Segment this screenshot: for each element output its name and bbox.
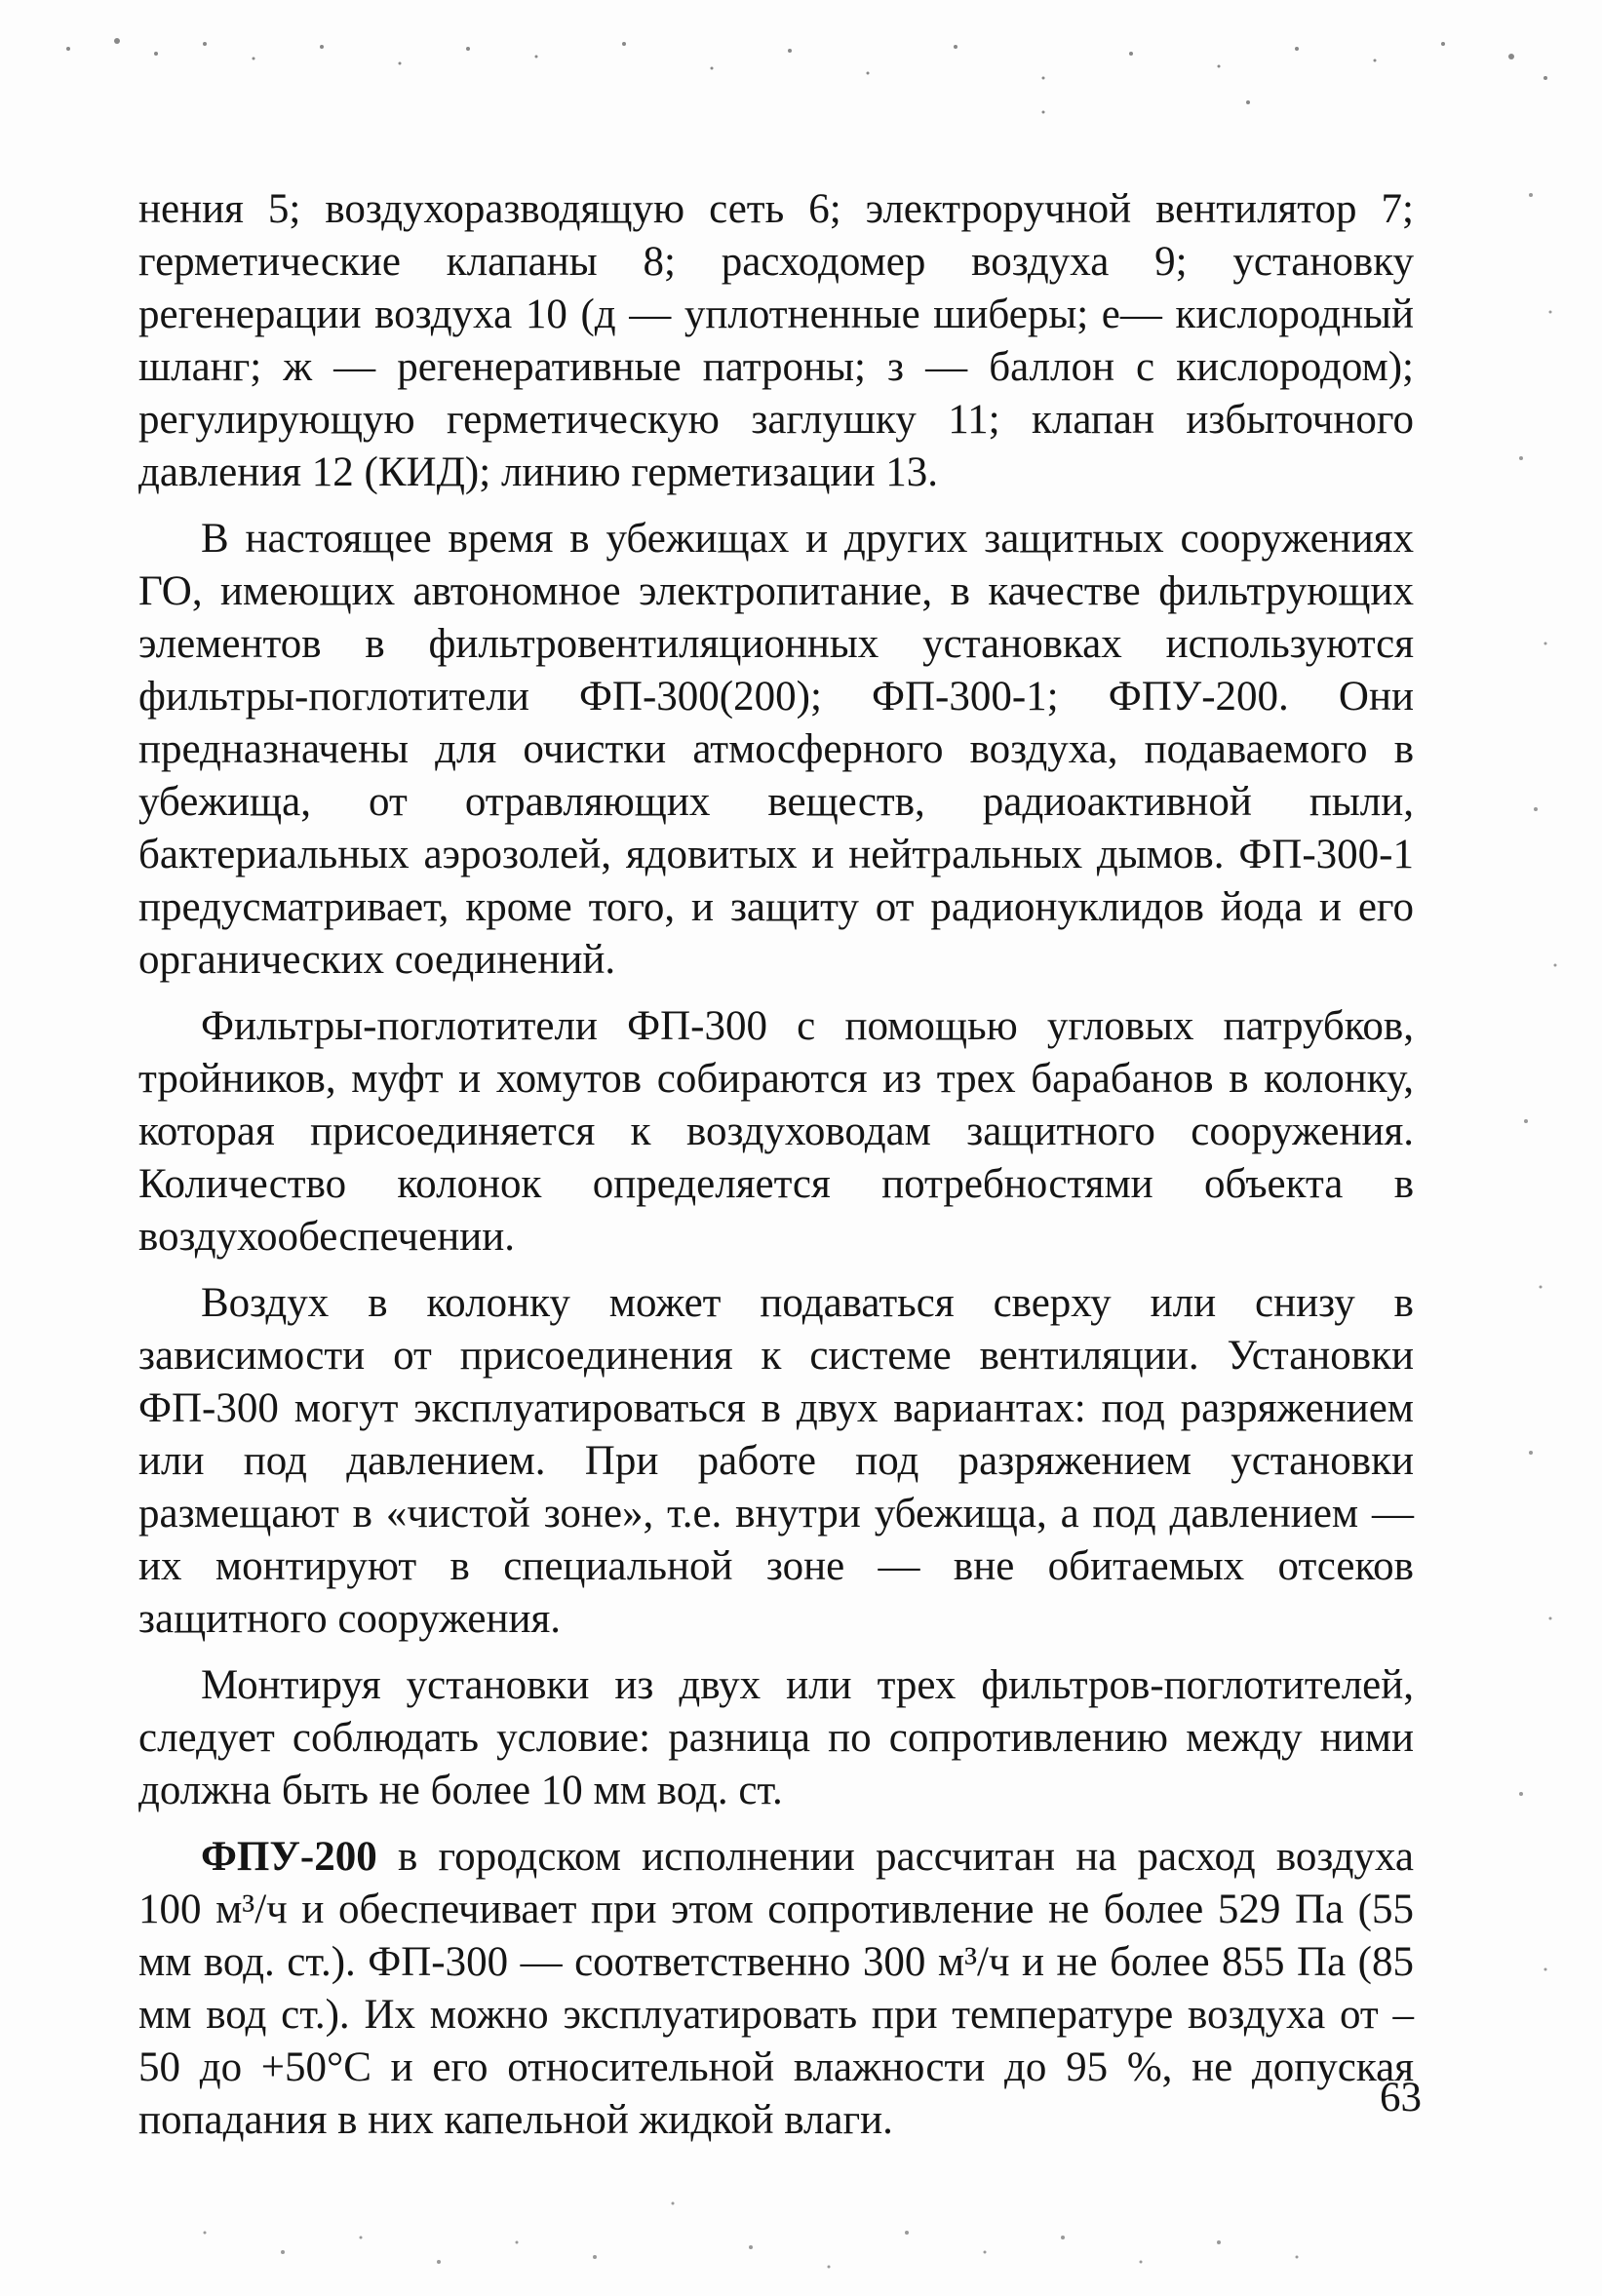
scan-noise-bottom [29,2145,1570,2281]
page-number: 63 [1380,2075,1422,2121]
scan-noise-top [29,19,1570,136]
body-text [138,183,1414,2160]
paragraph-4: Воздух в колонку может подаваться сверху или снизу в зависимости от присоединения к системе вентиляции. Установки ФП-300 могут эксплуатироваться в двух вариантах: под разряжением или под давлением. При работе под разряжением установки размещают в «чистой зоне», т.е. внутри убежища, а под давлением — их монтируют в специальной зоне — вне обитаемых отсеков защитного сооружения. [138,1280,1414,1642]
fpu-200-term: ФПУ-200 [201,1834,377,1880]
paragraph-6-text: в городском исполнении рассчитан на расход воздуха 100 м³/ч и обеспечивает при этом сопротивление не более 529 Па (55 мм вод. ст.). ФП-300 — соответственно 300 м³/ч и не более 855 Па (85 мм вод ст.). Их можно эксплуатировать при температуре воздуха от –50 до +50°С и его относительной влажности до 95 %, не допуская попадания в них капельной жидкой влаги. [138,1834,1414,2143]
scan-noise-right [1502,136,1580,2184]
paragraph-1: нения 5; воздухоразводящую сеть 6; электроручной вентилятор 7; герметические клапаны 8; расходомер воздуха 9; установку регенерации воздуха 10 (д — уплотненные шиберы; е— кислородный шланг; ж — регенеративные патроны; з — баллон с кислородом); регулирующую герметическую заглушку 11; клапан избыточного давления 12 (КИД); линию герметизации 13. [138,186,1414,495]
paragraph-3: Фильтры-поглотители ФП-300 с помощью угловых патрубков, тройников, муфт и хомутов собираются из трех барабанов в колонку, которая присоединяется к воздуховодам защитного сооружения. Количество колонок определяется потребностями объекта в воздухообеспечении. [138,1003,1414,1260]
paragraph-6 [138,1831,1414,2147]
paragraph-5: Монтируя установки из двух или трех фильтров-поглотителей, следует соблюдать условие: разница по сопротивлению между ними должна быть не более 10 мм вод. ст. [138,1662,1414,1813]
paragraph-2: В настоящее время в убежищах и других защитных сооружениях ГО, имеющих автономное электропитание, в качестве фильтрующих элементов в фильтровентиляционных установках используются фильтры-поглотители ФП-300(200); ФП-300-1; ФПУ-200. Они предназначены для очистки атмосферного воздуха, подаваемого в убежища, от отравляющих веществ, радиоактивной пыли, бактериальных аэрозолей, ядовитых и нейтральных дымов. ФП-300-1 предусматривает, кроме того, и защиту от радионуклидов йода и его органических соединений. [138,516,1414,983]
